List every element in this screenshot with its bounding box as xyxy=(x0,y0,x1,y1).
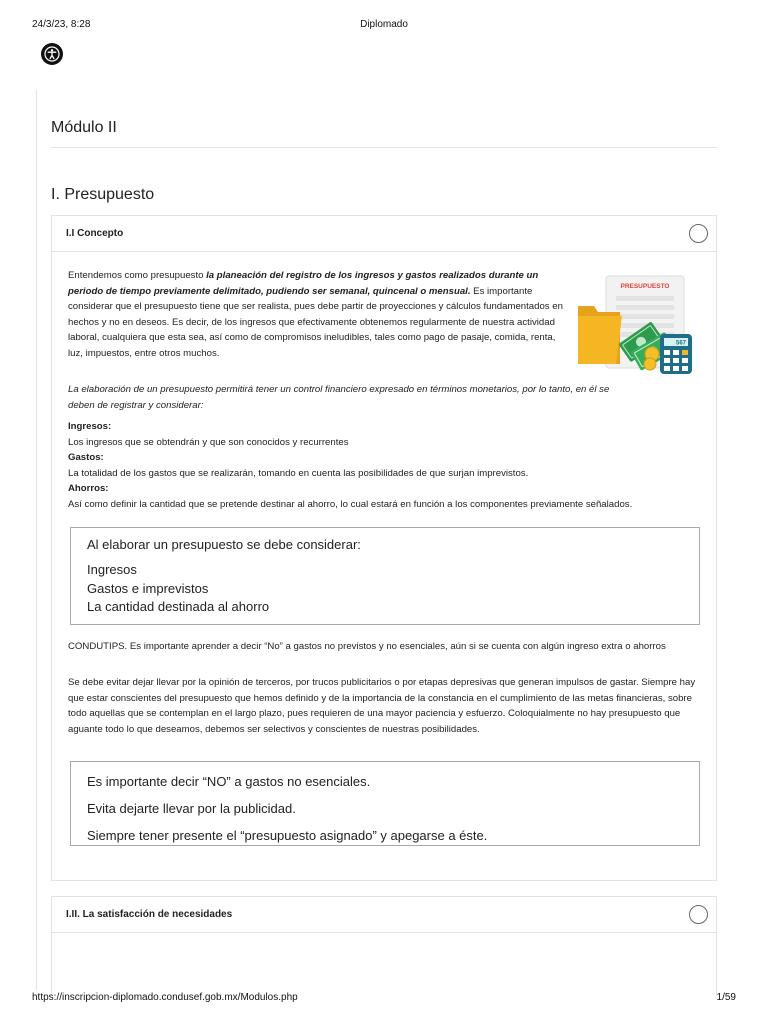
print-footer xyxy=(0,992,768,1006)
definitions-list xyxy=(68,419,704,512)
definition-desc: La totalidad de los gastos que se realizarán, tomando en cuenta las posibilidades de que surjan imprevistos. xyxy=(68,467,529,479)
illustration-label: PRESUPUESTO xyxy=(620,283,670,290)
definition-term: Ingresos: xyxy=(68,421,112,432)
needs-card-header[interactable] xyxy=(52,897,716,933)
tips-list xyxy=(87,768,487,849)
calculator-display: 567 xyxy=(675,340,686,347)
definition-desc: Así como definir la cantidad que se pretende destinar al ahorro, lo cual estará en función a los componentes previamente señalados. xyxy=(68,498,633,510)
print-page-number: 1/59 xyxy=(716,992,736,1003)
print-header xyxy=(0,19,768,33)
definition-term: Gastos: xyxy=(68,452,104,463)
box-list xyxy=(87,561,269,617)
print-datetime: 24/3/23, 8:28 xyxy=(32,19,91,30)
intro-text-after: Es importante considerar que el presupuesto tiene que ser realista, pues debe partir de proyecciones y cálculos fundamentados en hechos y no en deseos. Es decir, de los ingresos que efectivamente obtenemos regularmente de nuestra actividad laboral, cualquiera que esta sea, así como de compromisos ineludibles, tales como pago de pasaje, comida, renta, luz, impuestos, entre otros muchos. xyxy=(68,285,563,359)
budget-illustration xyxy=(576,272,694,384)
condutips-paragraph: CONDUTIPS. Es importante aprender a decir “No” a gastos no previstos y no esenciales, aún si se cuenta con algún ingreso extra o ahorros xyxy=(68,641,666,652)
definition-desc: Los ingresos que se obtendrán y que son conocidos y recurrentes xyxy=(68,436,349,448)
definition-term: Ahorros: xyxy=(68,483,109,494)
needs-card-title: I.II. La satisfacción de necesidades xyxy=(66,909,233,920)
box-list-item: Ingresos xyxy=(87,562,137,577)
print-title: Diplomado xyxy=(360,19,408,30)
module-divider xyxy=(51,147,717,148)
intro-paragraph xyxy=(68,268,573,361)
box-list-item: La cantidad destinada al ahorro xyxy=(87,599,270,614)
concept-card-header[interactable] xyxy=(52,216,716,252)
tips-list-item: Es importante decir “NO” a gastos no esenciales. xyxy=(87,774,371,789)
box-list-item: Gastos e imprevistos xyxy=(87,580,209,596)
section-title: I. Presupuesto xyxy=(51,186,155,203)
budget-considerations-box xyxy=(70,527,700,625)
completion-circle-icon[interactable] xyxy=(689,905,708,924)
completion-circle-icon[interactable] xyxy=(689,224,708,243)
print-url: https://inscripcion-diplomado.condusef.gob.mx/Modulos.php xyxy=(32,992,298,1003)
needs-card xyxy=(51,896,717,996)
box-heading: Al elaborar un presupuesto se debe considerar: xyxy=(87,537,361,552)
intro-emphasis: la planeación del registro de los ingresos y gastos realizados durante un periodo de tiempo previamente delimitado, pudiendo ser semanal, quincenal o mensual. xyxy=(68,270,539,297)
module-title: Módulo II xyxy=(51,119,117,136)
accessibility-icon[interactable] xyxy=(41,43,63,65)
tips-box xyxy=(70,761,700,846)
concept-card-title: I.I Concepto xyxy=(66,228,124,239)
avoid-influence-paragraph: Se debe evitar dejar llevar por la opinión de terceros, por trucos publicitarios o por etapas depresivas que generan impulsos de gastar. Siempre hay que estar conscientes del presupuesto que hemos definido y de la importancia de la constancia en el cumplimiento de las metas financieras, sobre todo aquellas que se contemplan en el largo plazo, pues requieren de una mayor paciencia y esfuerzo. Coloquialmente no hay presupuesto que aguante todo lo que deseamos, debemos ser selectivos y conscientes de nuestras posibilidades. xyxy=(68,677,696,735)
tips-list-item: Evita dejarte llevar por la publicidad. xyxy=(87,801,296,816)
intro-text-before: Entendemos como presupuesto xyxy=(68,270,207,281)
tips-list-item: Siempre tener presente el “presupuesto asignado” y apegarse a éste. xyxy=(87,828,488,843)
italic-paragraph: La elaboración de un presupuesto permitirá tener un control financiero expresado en términos monetarios, por lo tanto, en él se deben de registrar y considerar: xyxy=(68,384,610,411)
